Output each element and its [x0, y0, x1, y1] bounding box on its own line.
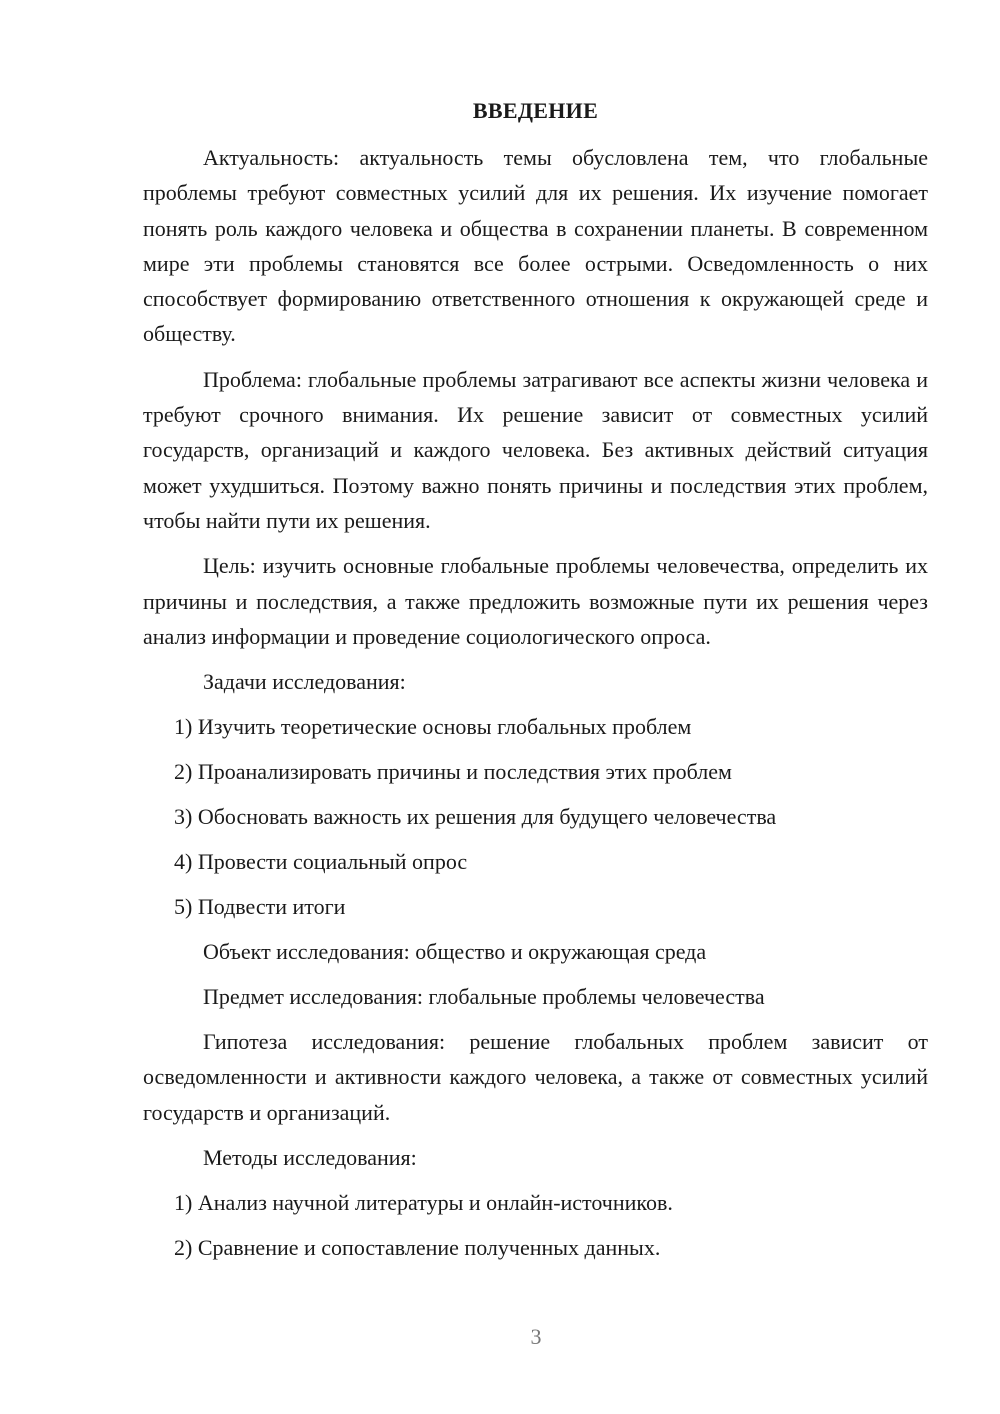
- task-item-2: 2) Проанализировать причины и последствия этих проблем: [174, 759, 732, 785]
- page-number: 3: [530, 1324, 542, 1349]
- method-item-1: 1) Анализ научной литературы и онлайн-источников.: [174, 1190, 673, 1216]
- page-title: ВВЕДЕНИЕ: [472, 98, 599, 123]
- methods-label: Методы исследования:: [203, 1145, 417, 1171]
- task-item-3: 3) Обосновать важность их решения для будущего человечества: [174, 804, 777, 830]
- relevance-paragraph: Актуальность: актуальность темы обусловлена тем, что глобальные проблемы требуют совместных усилий для их решения. Их изучение помогает понять роль каждого человека и общества в сохранении планеты. В современном мире эти проблемы становятся все более острыми. Осведомленность о них способствует формированию ответственного отношения к окружающей среде и обществу.: [143, 145, 928, 347]
- hypothesis-paragraph: Гипотеза исследования: решение глобальных проблем зависит от осведомленности и активности каждого человека, а также от совместных усилий государств и организаций.: [143, 1029, 928, 1125]
- document-page: [143, 94, 928, 1265]
- object-line: Объект исследования: общество и окружающая среда: [203, 939, 707, 965]
- problem-paragraph: Проблема: глобальные проблемы затрагивают все аспекты жизни человека и требуют срочного внимания. Их решение зависит от совместных усилий государств, организаций и каждого человека. Без активных действий ситуация может ухудшиться. Поэтому важно понять причины и последствия этих проблем, чтобы найти пути их решения.: [143, 366, 928, 533]
- method-item-2: 2) Сравнение и сопоставление полученных данных.: [174, 1235, 661, 1261]
- task-item-4: 4) Провести социальный опрос: [174, 849, 468, 875]
- task-item-5: 5) Подвести итоги: [174, 894, 346, 920]
- subject-line: Предмет исследования: глобальные проблемы человечества: [203, 984, 765, 1010]
- goal-paragraph: Цель: изучить основные глобальные проблемы человечества, определить их причины и последствия, а также предложить возможные пути их решения через анализ информации и проведение социологического опроса.: [143, 553, 928, 649]
- task-item-1: 1) Изучить теоретические основы глобальных проблем: [174, 714, 692, 740]
- tasks-label: Задачи исследования:: [203, 669, 406, 695]
